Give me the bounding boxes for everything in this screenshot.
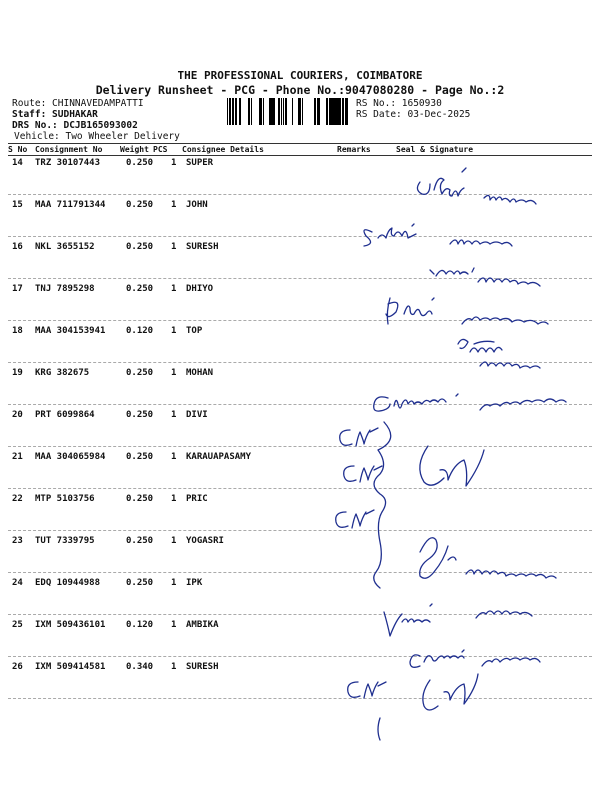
- col-consignee: Consignee Details: [182, 145, 264, 154]
- row-consignment: EDQ 10944988: [35, 578, 101, 588]
- row-consignee: SURESH: [186, 662, 219, 672]
- row-divider: [8, 236, 592, 237]
- row-divider: [8, 698, 592, 699]
- row-weight: 0.340: [126, 662, 154, 672]
- vehicle-label: Vehicle: Two Wheeler Delivery: [14, 131, 180, 142]
- row-sno: 20: [12, 410, 23, 420]
- row-pcs: 1: [171, 662, 177, 672]
- row-divider: [8, 530, 592, 531]
- row-weight: 0.250: [126, 368, 154, 378]
- row-divider: [8, 320, 592, 321]
- row-consignment: TRZ 30107443: [35, 158, 101, 168]
- row-consignee: KARAUAPASAMY: [186, 452, 252, 462]
- row-weight: 0.250: [126, 578, 154, 588]
- row-consignment: MAA 304153941: [35, 326, 106, 336]
- row-pcs: 1: [171, 326, 177, 336]
- row-pcs: 1: [171, 284, 177, 294]
- row-sno: 23: [12, 536, 23, 546]
- col-remarks: Remarks: [337, 145, 371, 154]
- row-sno: 14: [12, 158, 23, 168]
- row-consignee: SUPER: [186, 158, 214, 168]
- row-divider: [8, 404, 592, 405]
- row-weight: 0.250: [126, 242, 154, 252]
- row-consignment: MAA 304065984: [35, 452, 106, 462]
- row-consignee: JOHN: [186, 200, 208, 210]
- row-pcs: 1: [171, 200, 177, 210]
- row-consignment: PRT 6099864: [35, 410, 95, 420]
- staff-label: Staff: SUDHAKAR: [12, 109, 98, 120]
- row-consignment: KRG 382675: [35, 368, 90, 378]
- row-weight: 0.250: [126, 200, 154, 210]
- row-sno: 18: [12, 326, 23, 336]
- col-pcs: PCS: [153, 145, 168, 154]
- row-pcs: 1: [171, 368, 177, 378]
- row-consignee: DIVI: [186, 410, 208, 420]
- row-sno: 16: [12, 242, 23, 252]
- company-title: THE PROFESSIONAL COURIERS, COIMBATORE: [177, 69, 423, 82]
- row-divider: [8, 446, 592, 447]
- rs-date: RS Date: 03-Dec-2025: [356, 109, 471, 120]
- row-sno: 25: [12, 620, 23, 630]
- row-weight: 0.250: [126, 536, 154, 546]
- row-consignee: SURESH: [186, 242, 219, 252]
- row-sno: 17: [12, 284, 23, 294]
- row-divider: [8, 656, 592, 657]
- row-divider: [8, 572, 592, 573]
- row-divider: [8, 488, 592, 489]
- row-weight: 0.120: [126, 326, 154, 336]
- row-pcs: 1: [171, 620, 177, 630]
- row-consignee: TOP: [186, 326, 203, 336]
- row-pcs: 1: [171, 242, 177, 252]
- header-top-rule: [8, 143, 592, 144]
- row-divider: [8, 194, 592, 195]
- barcode: [227, 98, 351, 125]
- rs-number: RS No.: 1650930: [356, 98, 442, 109]
- row-consignee: YOGASRI: [186, 536, 224, 546]
- row-consignment: TNJ 7895298: [35, 284, 95, 294]
- row-sno: 21: [12, 452, 23, 462]
- row-consignment: IXM 509414581: [35, 662, 106, 672]
- row-divider: [8, 614, 592, 615]
- row-sno: 19: [12, 368, 23, 378]
- row-weight: 0.250: [126, 452, 154, 462]
- row-consignment: NKL 3655152: [35, 242, 95, 252]
- row-sno: 15: [12, 200, 23, 210]
- col-consignment: Consignment No: [35, 145, 103, 154]
- row-pcs: 1: [171, 494, 177, 504]
- row-sno: 24: [12, 578, 23, 588]
- row-weight: 0.120: [126, 620, 154, 630]
- row-consignee: AMBIKA: [186, 620, 219, 630]
- runsheet-subtitle: Delivery Runsheet - PCG - Phone No.:9047080280 - Page No.:2: [95, 83, 505, 97]
- col-weight: Weight: [120, 145, 149, 154]
- row-sno: 22: [12, 494, 23, 504]
- drs-label: DRS No.: DCJB165093002: [12, 120, 138, 131]
- row-weight: 0.250: [126, 284, 154, 294]
- row-consignee: DHIYO: [186, 284, 214, 294]
- row-divider: [8, 362, 592, 363]
- row-pcs: 1: [171, 452, 177, 462]
- row-consignment: MAA 711791344: [35, 200, 106, 210]
- row-consignee: PRIC: [186, 494, 208, 504]
- row-divider: [8, 278, 592, 279]
- row-weight: 0.250: [126, 410, 154, 420]
- row-pcs: 1: [171, 410, 177, 420]
- header-bottom-rule: [8, 155, 592, 156]
- row-consignee: IPK: [186, 578, 203, 588]
- row-pcs: 1: [171, 578, 177, 588]
- row-consignee: MOHAN: [186, 368, 214, 378]
- row-weight: 0.250: [126, 158, 154, 168]
- row-consignment: TUT 7339795: [35, 536, 95, 546]
- row-pcs: 1: [171, 536, 177, 546]
- row-consignment: IXM 509436101: [35, 620, 106, 630]
- col-sno: S No: [8, 145, 28, 154]
- col-seal: Seal & Signature: [396, 145, 474, 154]
- row-weight: 0.250: [126, 494, 154, 504]
- route-label: Route: CHINNAVEDAMPATTI: [12, 98, 144, 109]
- row-consignment: MTP 5103756: [35, 494, 95, 504]
- row-sno: 26: [12, 662, 23, 672]
- row-pcs: 1: [171, 158, 177, 168]
